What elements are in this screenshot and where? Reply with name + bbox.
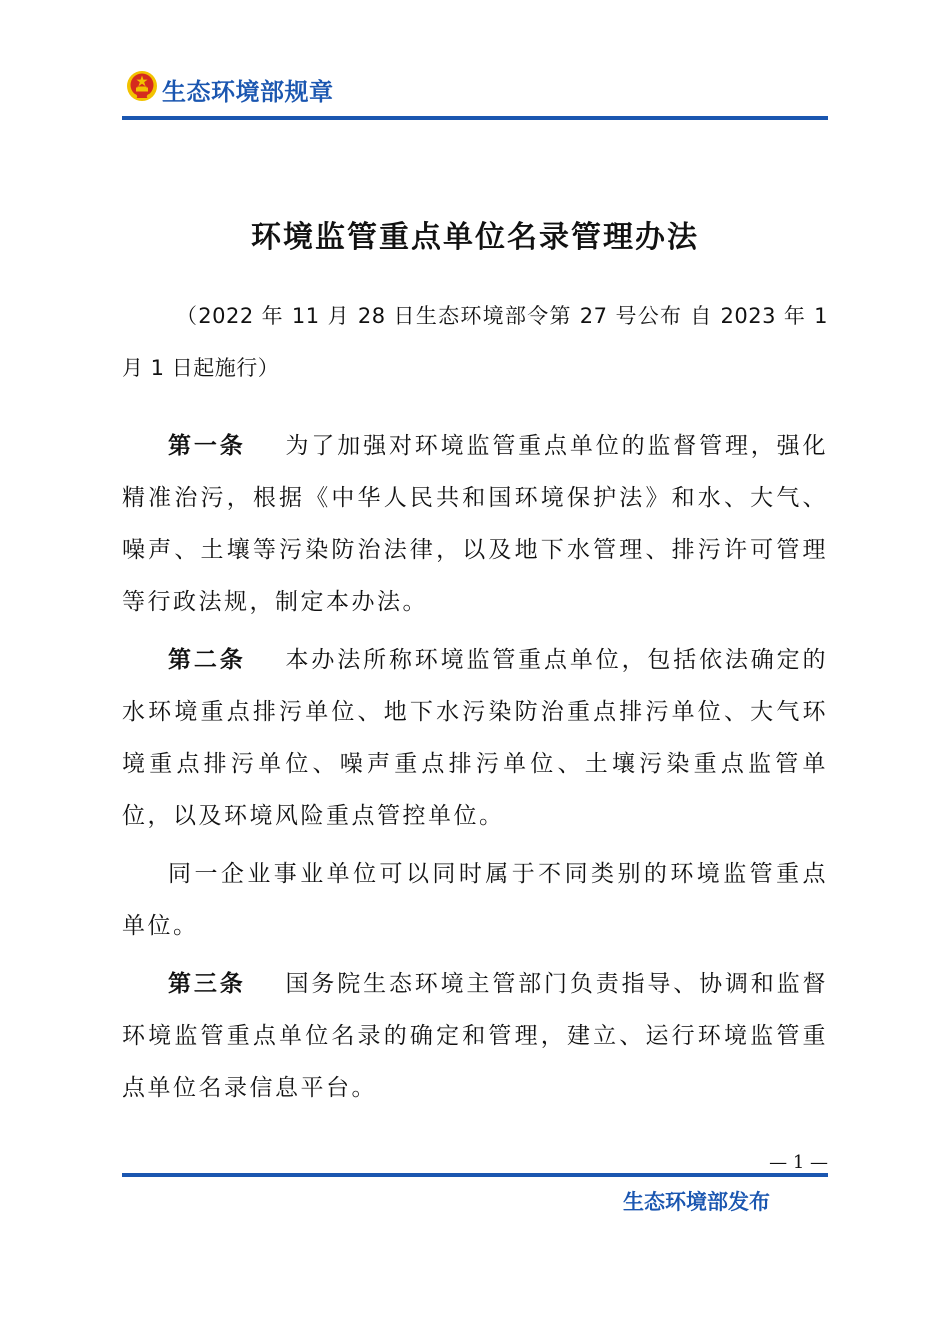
footer-divider xyxy=(122,1173,828,1177)
article-2 xyxy=(122,634,828,842)
article-number: 第二条 xyxy=(168,647,246,673)
footer-publisher: 生态环境部发布 xyxy=(623,1190,770,1214)
article-text: 为了加强对环境监管重点单位的监督管理，强化精准治污，根据《中华人民共和国环境保护法》和水、大气、噪声、土壤等污染防治法律，以及地下水管理、排污许可管理等行政法规，制定本办法。 xyxy=(122,433,829,615)
document-body xyxy=(122,420,828,1120)
promulgation-note: （2022 年 11 月 28 日生态环境部令第 27 号公布 自 2023 年 1 月 1 日起施行） xyxy=(122,304,828,380)
article-number: 第三条 xyxy=(168,971,246,997)
document-title: 环境监管重点单位名录管理办法 xyxy=(251,220,699,255)
article-1 xyxy=(122,420,828,628)
article-text: 国务院生态环境主管部门负责指导、协调和监督环境监管重点单位名录的确定和管理，建立、运行环境监管重点单位名录信息平台。 xyxy=(122,971,829,1101)
article-number: 第一条 xyxy=(168,433,246,459)
header-divider xyxy=(122,116,828,120)
article-3 xyxy=(122,958,828,1114)
page-number: — 1 — xyxy=(769,1152,828,1173)
page-header xyxy=(122,64,828,120)
article-text: 同一企业事业单位可以同时属于不同类别的环境监管重点单位。 xyxy=(122,861,828,939)
national-emblem-icon xyxy=(126,70,158,102)
article-2-paragraph-2 xyxy=(122,848,828,952)
article-text: 本办法所称环境监管重点单位，包括依法确定的水环境重点排污单位、地下水污染防治重点排污单位、大气环境重点排污单位、噪声重点排污单位、土壤污染重点监管单位，以及环境风险重点管控单位。 xyxy=(122,647,829,829)
header-title: 生态环境部规章 xyxy=(162,78,334,106)
